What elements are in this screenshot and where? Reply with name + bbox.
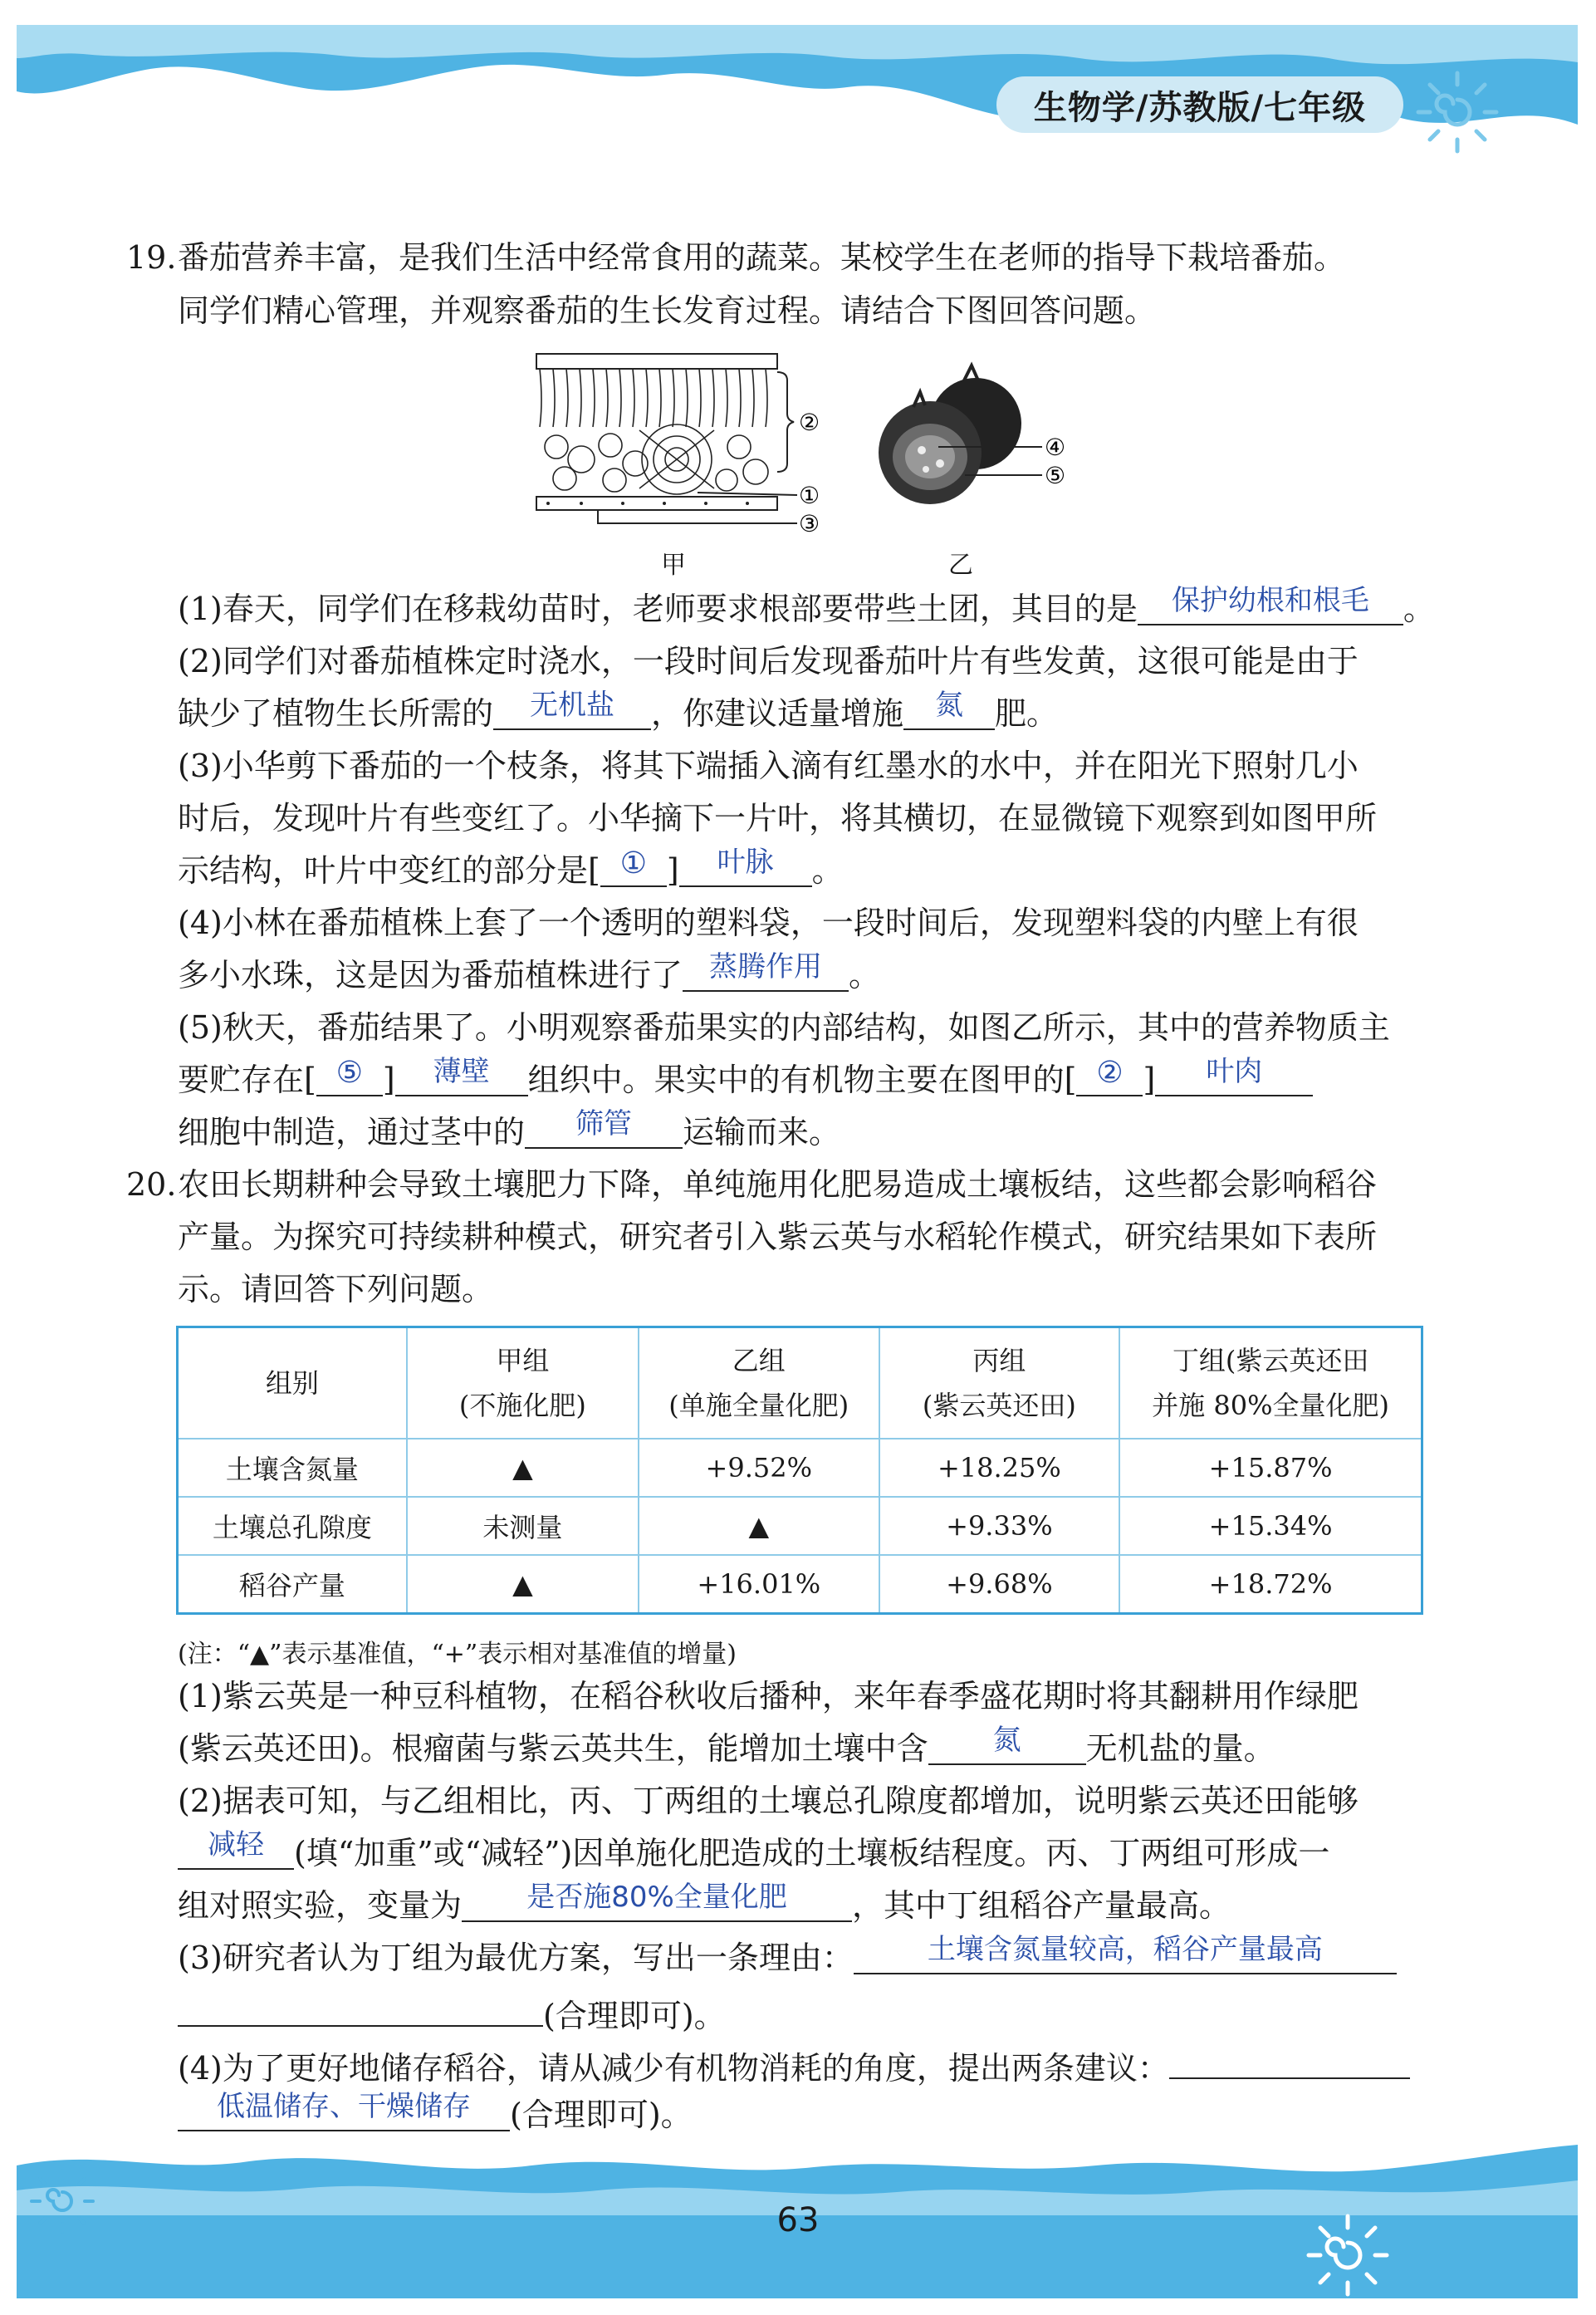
table-header-cell: 组别 <box>178 1327 407 1440</box>
table-cell: +15.87% <box>1119 1439 1422 1497</box>
q19-p4-answer: 蒸腾作用 <box>709 950 823 983</box>
q19-p4-text-b: 。 <box>849 957 881 993</box>
q19-p5-answer5-blank[interactable] <box>525 1107 683 1149</box>
figure-a-caption: 甲 <box>661 551 686 580</box>
table-cell: +16.01% <box>639 1555 879 1614</box>
table-cell: 土壤总孔隙度 <box>178 1497 407 1555</box>
q19-part2-line1: (2)同学们对番茄植株定时浇水，一段时间后发现番茄叶片有些发黄，这很可能是由于 <box>178 643 1359 679</box>
q20-p2-answer1: 减轻 <box>208 1828 264 1861</box>
sun-icon <box>1412 66 1503 158</box>
q19-p3-answer2-blank[interactable] <box>679 846 812 887</box>
q19-p5-text-c: 组织中。果实中的有机物主要在图甲的[ <box>527 1062 1077 1098</box>
q20-p1-text-b: 无机盐的量。 <box>1085 1730 1275 1767</box>
table-row <box>178 1497 1422 1555</box>
table-cell: 未测量 <box>407 1497 639 1555</box>
q20-p3-text-a: (3)研究者认为丁组为最优方案，写出一条理由： <box>178 1940 854 1976</box>
table-header-cell: 丙组 (紫云英还田) <box>879 1327 1120 1440</box>
q19-p5-text-d: ] <box>1143 1062 1156 1098</box>
tomato-figure <box>864 349 1080 532</box>
q20-part1-line1: (1)紫云英是一种豆科植物，在稻谷秋收后播种，来年春季盛花期时将其翻耕用作绿肥 <box>178 1678 1359 1714</box>
q19-p5-text-e: 细胞中制造，通过茎中的 <box>178 1114 526 1150</box>
q19-p3-answer1-blank[interactable] <box>600 846 667 887</box>
question-20-number: 20. <box>126 1166 177 1203</box>
page-number: 63 <box>776 2201 820 2239</box>
q19-part5-line2 <box>178 1055 1313 1105</box>
figure-b-caption: 乙 <box>948 551 973 580</box>
q19-p2-text-a: 缺少了植物生长所需的 <box>178 695 494 732</box>
table-cell: +9.52% <box>639 1439 879 1497</box>
q20-p3-continuation-blank[interactable] <box>178 1985 543 2027</box>
q19-p5-answer2-blank[interactable] <box>395 1055 528 1096</box>
q19-p1-answer-blank[interactable] <box>1138 584 1403 625</box>
q19-p3-answer1: ① <box>619 846 647 880</box>
q19-p5-text-f: 运输而来。 <box>683 1114 841 1150</box>
q19-p3-answer2: 叶脉 <box>717 846 774 879</box>
table-cell: 稻谷产量 <box>178 1555 407 1614</box>
q19-part5-line3 <box>178 1107 840 1157</box>
table-cell: ▲ <box>407 1555 639 1614</box>
q19-part2-line2 <box>178 689 1058 738</box>
q20-intro-line1: 农田长期耕种会导致土壤肥力下降，单纯施用化肥易造成土壤板结，这些都会影响稻谷 <box>178 1166 1378 1203</box>
q20-p2-answer2: 是否施80%全量化肥 <box>526 1881 787 1914</box>
q19-p1-end: 。 <box>1403 591 1435 627</box>
q20-p3-answer: 土壤含氮量较高，稻谷产量最高 <box>927 1933 1323 1966</box>
q19-p2-answer1: 无机盐 <box>530 689 615 722</box>
q19-p5-answer2: 薄壁 <box>433 1055 490 1088</box>
results-table <box>176 1326 1423 1615</box>
table-cell: +18.25% <box>879 1439 1120 1497</box>
table-cell: +15.34% <box>1119 1497 1422 1555</box>
q19-part4-line2 <box>178 950 880 1000</box>
label-3: ③ <box>799 510 820 537</box>
q19-p3-text-c: 。 <box>811 852 844 889</box>
q20-p2-answer2-blank[interactable] <box>462 1881 852 1922</box>
q20-p3-answer-blank[interactable] <box>854 1933 1397 1974</box>
q19-p4-answer-blank[interactable] <box>683 950 849 992</box>
table-cell: ▲ <box>407 1439 639 1497</box>
q19-p5-answer4: 叶肉 <box>1206 1055 1263 1088</box>
q19-intro-line2: 同学们精心管理，并观察番茄的生长发育过程。请结合下图回答问题。 <box>178 292 1157 329</box>
q20-intro-line2: 产量。为探究可持续耕种模式，研究者引入紫云英与水稻轮作模式，研究结果如下表所 <box>178 1219 1378 1255</box>
table-cell: ▲ <box>639 1497 879 1555</box>
q19-p3-text-b: ] <box>666 852 679 889</box>
q19-p5-answer3: ② <box>1096 1056 1124 1090</box>
q20-p1-answer-blank[interactable] <box>928 1724 1086 1765</box>
q19-p2-answer2-blank[interactable] <box>903 689 995 730</box>
table-row <box>178 1439 1422 1497</box>
q19-p2-answer2: 氮 <box>935 689 964 722</box>
table-header-row <box>178 1327 1422 1440</box>
table-row <box>178 1555 1422 1614</box>
q19-p5-answer4-blank[interactable] <box>1155 1055 1313 1096</box>
q20-part2-line1: (2)据表可知，与乙组相比，丙、丁两组的土壤总孔隙度都增加，说明紫云英还田能够 <box>178 1783 1359 1819</box>
header-subject-label: 生物学/苏教版/七年级 <box>996 76 1403 133</box>
q20-part3-line1 <box>178 1933 1397 1983</box>
q19-p1-text: (1)春天，同学们在移栽幼苗时，老师要求根部要带些土团，其目的是 <box>178 591 1138 627</box>
table-cell: 土壤含氮量 <box>178 1439 407 1497</box>
q20-p2-text-b: 组对照实验，变量为 <box>178 1887 463 1924</box>
q19-p2-answer1-blank[interactable] <box>493 689 651 730</box>
q20-p2-text-c: ，其中丁组稻谷产量最高。 <box>852 1887 1231 1924</box>
q19-p5-text-a: 要贮存在[ <box>178 1062 316 1098</box>
q19-part1 <box>178 584 1435 634</box>
label-1: ① <box>799 482 820 509</box>
table-cell: +18.72% <box>1119 1555 1422 1614</box>
q20-p2-answer1-blank[interactable] <box>178 1828 294 1870</box>
q19-p2-text-b: ，你建议适量增施 <box>651 695 904 732</box>
q19-p3-text-a: 示结构，叶片中变红的部分是[ <box>178 852 600 889</box>
q19-p5-answer3-blank[interactable] <box>1076 1055 1143 1096</box>
label-2: ② <box>799 409 820 436</box>
q20-intro-line3: 示。请回答下列问题。 <box>178 1271 494 1307</box>
q20-p1-text-a: (紫云英还田)。根瘤菌与紫云英共生，能增加土壤中含 <box>178 1730 928 1767</box>
table-header-cell: 乙组 (单施全量化肥) <box>639 1327 879 1440</box>
q20-part4-line1 <box>178 2038 1410 2093</box>
table-cell: +9.33% <box>879 1497 1120 1555</box>
q19-p4-text-a: 多小水珠，这是因为番茄植株进行了 <box>178 957 683 993</box>
q20-part3-line2 <box>178 1985 726 2041</box>
q20-part1-line2 <box>178 1724 1275 1773</box>
q20-p2-text-a: (填“加重”或“减轻”)因单施化肥造成的土壤板结程度。丙、丁两组可形成一 <box>294 1835 1330 1871</box>
q19-p5-answer1-blank[interactable] <box>316 1055 383 1096</box>
q20-p1-answer: 氮 <box>992 1724 1021 1757</box>
q19-p1-answer: 保护幼根和根毛 <box>1171 584 1369 617</box>
table-header-cell: 丁组(紫云英还田 并施 80%全量化肥) <box>1119 1327 1422 1440</box>
q20-p4-answer: 低温储存、干燥储存 <box>217 2090 471 2123</box>
table-cell: +9.68% <box>879 1555 1120 1614</box>
q19-part3-line1: (3)小华剪下番茄的一个枝条，将其下端插入滴有红墨水的水中，并在阳光下照射几小 <box>178 748 1359 784</box>
q19-p2-text-c: 肥。 <box>995 695 1059 732</box>
q19-p5-text-b: ] <box>382 1062 395 1098</box>
q19-part4-line1: (4)小林在番茄植株上套了一个透明的塑料袋，一段时间后，发现塑料袋的内壁上有很 <box>178 905 1359 941</box>
q20-p3-text-b: (合理即可)。 <box>543 1998 726 2034</box>
label-4: ④ <box>1045 434 1066 461</box>
q20-part2-line2 <box>178 1828 1329 1878</box>
question-19-number: 19. <box>126 239 177 276</box>
q19-p5-answer1: ⑤ <box>335 1056 363 1090</box>
q20-p4-text-b: (合理即可)。 <box>510 2097 693 2133</box>
label-5: ⑤ <box>1045 462 1066 489</box>
table-note: (注：“▲”表示基准值，“+”表示相对基准值的增量) <box>178 1640 737 1669</box>
q19-part3-line3 <box>178 846 844 895</box>
q20-p4-answer-blank-1[interactable] <box>1169 2038 1410 2079</box>
q19-intro-line1: 番茄营养丰富，是我们生活中经常食用的蔬菜。某校学生在老师的指导下栽培番茄。 <box>178 239 1346 276</box>
q20-p4-text-a: (4)为了更好地储存稻谷，请从减少有机物消耗的角度，提出两条建议： <box>178 2050 1169 2087</box>
q19-part5-line1: (5)秋天，番茄结果了。小明观察番茄果实的内部结构，如图乙所示，其中的营养物质主 <box>178 1009 1390 1046</box>
table-header-cell: 甲组 (不施化肥) <box>407 1327 639 1440</box>
leaf-cross-section-figure <box>531 347 847 547</box>
q20-part2-line3 <box>178 1881 1231 1930</box>
q19-p5-answer5: 筛管 <box>575 1107 633 1140</box>
q19-part3-line2: 时后，发现叶片有些变红了。小华摘下一片叶，将其横切，在显微镜下观察到如图甲所 <box>178 800 1378 836</box>
